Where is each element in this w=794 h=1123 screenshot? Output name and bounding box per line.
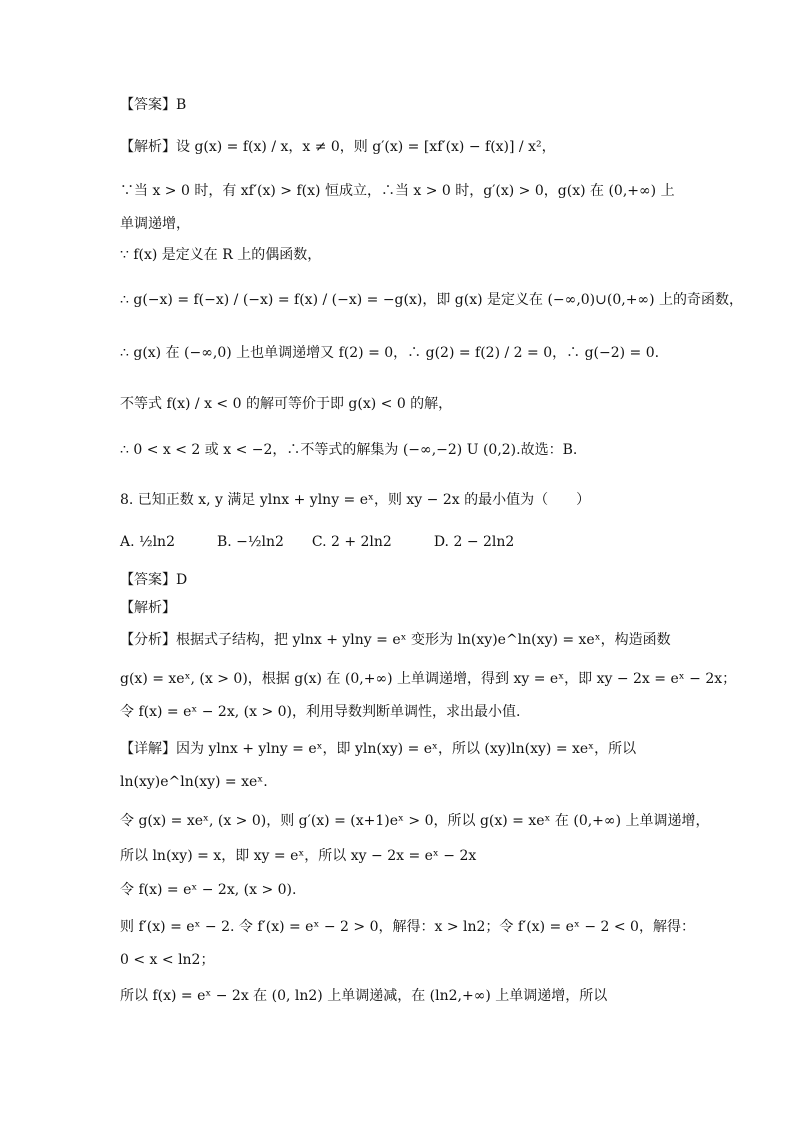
answer-line-2: 【答案】D [120, 572, 188, 588]
detail-line-5: 令 f(x) = eˣ − 2x, (x > 0). [120, 882, 297, 898]
analysis-line-2: ∵当 x > 0 时，有 xf′(x) > f(x) 恒成立，∴当 x > 0 时，g′(x) > 0，g(x) 在 (0,+∞) 上 [120, 183, 675, 199]
detail-line-2: ln(xy)e^ln(xy) = xeˣ. [120, 774, 268, 790]
analysis-line-6: ∴ g(x) 在 (−∞,0) 上也单调递增又 f(2) = 0，∴ g(2) = f(2) / 2 = 0，∴ g(−2) = 0. [120, 345, 660, 361]
detail-line-7: 0 < x < ln2； [120, 952, 215, 968]
question-8: 8. 已知正数 x, y 满足 ylnx + ylny = eˣ，则 xy − 2x 的最小值为（ ） [120, 492, 591, 508]
detail-line-6: 则 f′(x) = eˣ − 2. 令 f′(x) = eˣ − 2 > 0，解得：x > ln2；令 f′(x) = eˣ − 2 < 0，解得： [120, 919, 695, 935]
analysis-heading-2: 【解析】 [120, 600, 176, 616]
detail-line-1: 【详解】因为 ylnx + ylny = eˣ，即 yln(xy) = eˣ，所以 (xy)ln(xy) = xeˣ，所以 [120, 741, 637, 757]
detail-line-4: 所以 ln(xy) = x，即 xy = eˣ，所以 xy − 2x = eˣ − 2x [120, 848, 477, 864]
analysis-line-4: ∵ f(x) 是定义在 R 上的偶函数， [120, 247, 322, 263]
analysis-line-3: 单调递增， [120, 216, 190, 232]
analysis-line-7: 不等式 f(x) / x < 0 的解可等价于即 g(x) < 0 的解， [120, 396, 453, 412]
fenxi-line-1: 【分析】根据式子结构，把 ylnx + ylny = eˣ 变形为 ln(xy)e^ln(xy) = xeˣ，构造函数 [120, 632, 671, 648]
analysis-line-5: ∴ g(−x) = f(−x) / (−x) = f(x) / (−x) = −g(x)，即 g(x) 是定义在 (−∞,0)∪(0,+∞) 上的奇函数， [120, 292, 743, 308]
fenxi-line-2: g(x) = xeˣ, (x > 0)，根据 g(x) 在 (0,+∞) 上单调递增，得到 xy = eˣ，即 xy − 2x = eˣ − 2x； [120, 671, 737, 687]
detail-line-3: 令 g(x) = xeˣ, (x > 0)，则 g′(x) = (x+1)eˣ > 0，所以 g(x) = xeˣ 在 (0,+∞) 上单调递增， [120, 813, 710, 829]
fenxi-line-3: 令 f(x) = eˣ − 2x, (x > 0)，利用导数判断单调性，求出最小值. [120, 704, 521, 720]
options-line: A. ½ln2 B. −½ln2 C. 2 + 2ln2 D. 2 − 2ln2 [120, 534, 515, 550]
answer-line: 【答案】B [120, 97, 187, 113]
analysis-line-1: 【解析】设 g(x) = f(x) / x，x ≠ 0，则 g′(x) = [xf′(x) − f(x)] / x²， [120, 139, 556, 155]
detail-line-8: 所以 f(x) = eˣ − 2x 在 (0, ln2) 上单调递减，在 (ln2,+∞) 上单调递增，所以 [120, 988, 608, 1004]
analysis-line-8: ∴ 0 < x < 2 或 x < −2，∴不等式的解集为 (−∞,−2) U (0,2).故选：B. [120, 442, 578, 458]
